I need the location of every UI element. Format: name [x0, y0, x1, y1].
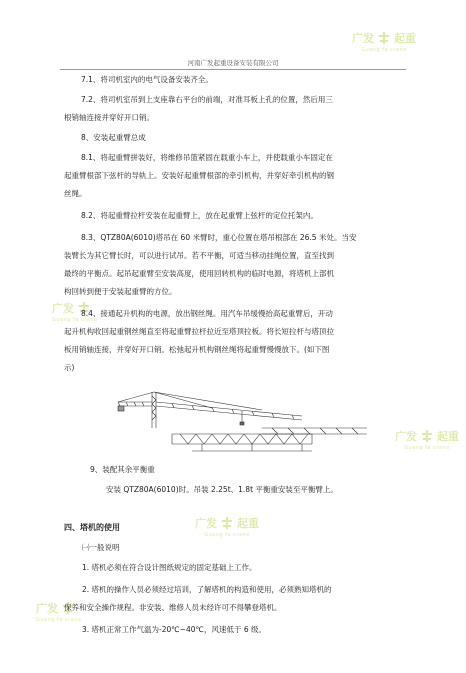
paragraph-8-1-line2: 起重臂根部下弦杆的导轨上。安装好起重臂根部的牵引机构，并穿好牵引机构的钢	[64, 171, 334, 180]
paragraph-8-2: 8.2、将起重臂拉杆安装在起重臂上，放在起重臂上弦杆的定位托架内。	[81, 211, 318, 220]
watermark-sub: Guang fa crane	[404, 445, 450, 451]
watermark-cn-left: 广发	[352, 32, 374, 45]
section-4-title: 四、塔机的使用	[64, 523, 120, 532]
paragraph-8-1-line1: 8.1、将起重臂拼装好，将维修吊篮紧固在载重小车上，并使载重小车固定在	[81, 153, 333, 162]
watermark-logo-icon	[378, 31, 390, 45]
paragraph-8-4-line2: 起升机构收回起重钢丝绳直至将起重臂拉杆拉近至塔顶拉板。将长短拉杆与塔顶拉	[64, 327, 334, 336]
watermark-sub: Guang fa crane	[361, 47, 407, 53]
usage-item-2-line1: 2. 塔机的操作人员必须经过培训，了解塔机的构造和使用，必须熟知塔机的	[82, 585, 332, 594]
paragraph-8-3-line3: 最终的平衡点。起吊起重臂至安装高度，使用回转机构的临时电源，将塔机上部机	[64, 269, 334, 278]
watermark-sub: Guang fa crane	[36, 617, 82, 623]
watermark-cn-left: 广发	[195, 517, 217, 530]
paragraph-8-3-line4: 构回转到便于安装起重臂的方位。	[64, 287, 177, 296]
watermark-cn-left: 广发	[52, 302, 74, 315]
paragraph-7-2-line2: 根销轴连接并穿好开口销。	[64, 113, 154, 122]
paragraph-7-2-line1: 7.2、将司机室吊到上支座靠右平台的前端，对准耳板上孔的位置，然后用三	[81, 95, 333, 104]
crane-boom-illustration	[112, 388, 372, 456]
paragraph-8-4-line1: 8.4、接通起升机构的电源，放出钢丝绳。用汽车吊缓慢抬高起重臂后，开动	[81, 309, 333, 318]
watermark-cn-right: 起重	[237, 517, 259, 530]
paragraph-8-4-line4: 示)	[64, 363, 75, 372]
paragraph-9: 安装 QTZ80A(6010)时。吊装 2.25t、1.8t 平衡重安装至平衡臂上。	[106, 485, 338, 494]
usage-item-2-line2: 保养和安全操作规程。非安装、维修人员未经许可不得攀登塔机。	[64, 603, 282, 612]
watermark-cn-right: 起重	[437, 430, 459, 443]
page-header	[60, 58, 406, 70]
watermark	[395, 428, 459, 451]
heading-8: 8、安装起重臂总成	[81, 133, 146, 142]
paragraph-8-3-line1: 8.3、QTZ80A(6010)塔吊在 60 米臂时，重心位置在塔吊根部在 26.5 米处。当安	[81, 233, 357, 242]
heading-9: 9、装配其余平衡重	[90, 465, 155, 474]
watermark-logo-icon	[421, 429, 433, 443]
watermark	[352, 30, 416, 53]
usage-item-1: 1. 塔机必须在符合设计图纸规定的固定基础上工作。	[82, 563, 257, 572]
usage-item-3: 3. 塔机正常工作气温为-20℃~40℃，风速低于 6 级。	[82, 625, 267, 634]
header-company: 河南广发起重设备安装有限公司	[187, 59, 279, 67]
paragraph-7-1: 7.1、将司机室内的电气设备安装齐全。	[81, 75, 213, 84]
subsection-general: ㈠一般说明	[82, 543, 120, 552]
paragraph-8-3-line2: 装臂长为其它臂长时，可以进行试吊。若不平衡，可适当移动挂绳位置，直至找到	[64, 251, 334, 260]
watermark-sub: Guang fa crane	[204, 532, 250, 538]
paragraph-8-4-line3: 板用销轴连接，并穿好开口销。松弛起升机构钢丝绳将起重臂慢慢放下。(如下图	[64, 345, 330, 354]
watermark-cn-left: 广发	[395, 430, 417, 443]
watermark-cn-left: 广发	[36, 602, 58, 615]
watermark-cn-right: 起重	[394, 32, 416, 45]
watermark-sub: Guang fa crane	[52, 317, 98, 323]
paragraph-8-1-line3: 丝绳。	[64, 189, 87, 198]
